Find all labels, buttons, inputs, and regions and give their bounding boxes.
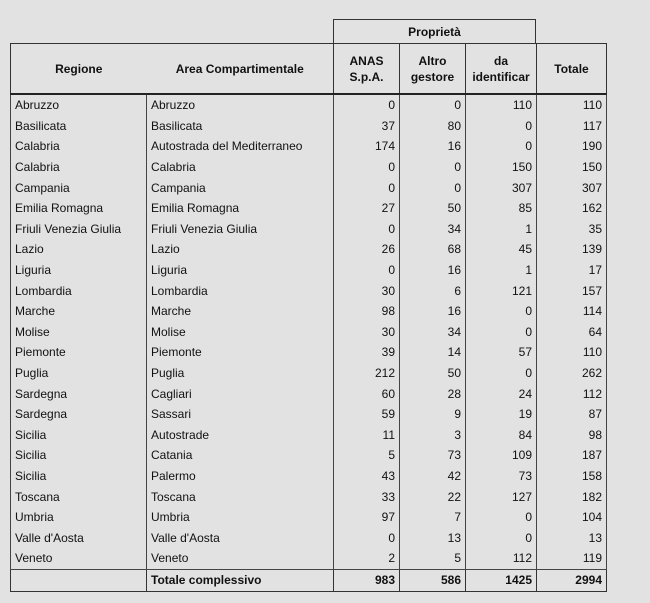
cell-totale: 262 bbox=[537, 363, 607, 384]
cell-anas: 43 bbox=[334, 466, 400, 487]
cell-da-identificar: 1 bbox=[466, 219, 537, 240]
cell-area: Marche bbox=[147, 301, 334, 322]
cell-area: Molise bbox=[147, 322, 334, 343]
cell-anas: 0 bbox=[334, 260, 400, 281]
cell-altro-gestore: 0 bbox=[400, 157, 466, 178]
cell-altro-gestore: 16 bbox=[400, 260, 466, 281]
cell-totale: 139 bbox=[537, 239, 607, 260]
cell-altro-gestore: 50 bbox=[400, 363, 466, 384]
cell-regione: Sicilia bbox=[11, 466, 147, 487]
cell-anas: 26 bbox=[334, 239, 400, 260]
cell-area: Lazio bbox=[147, 239, 334, 260]
cell-area: Calabria bbox=[147, 157, 334, 178]
cell-area: Umbria bbox=[147, 507, 334, 528]
cell-area: Emilia Romagna bbox=[147, 198, 334, 219]
cell-anas: 37 bbox=[334, 116, 400, 137]
table-row bbox=[11, 239, 607, 260]
cell-da-identificar: 0 bbox=[466, 507, 537, 528]
cell-regione: Liguria bbox=[11, 260, 147, 281]
cell-regione: Lazio bbox=[11, 239, 147, 260]
cell-altro-gestore: 68 bbox=[400, 239, 466, 260]
cell-anas: 0 bbox=[334, 177, 400, 198]
cell-da-identificar: 24 bbox=[466, 383, 537, 404]
cell-totale: 112 bbox=[537, 383, 607, 404]
cell-da-identificar: 109 bbox=[466, 445, 537, 466]
col-header-totale: Totale bbox=[537, 44, 607, 95]
cell-totale: 13 bbox=[537, 527, 607, 548]
cell-totale: 17 bbox=[537, 260, 607, 281]
table-row bbox=[11, 157, 607, 178]
cell-anas: 0 bbox=[334, 94, 400, 116]
table-row bbox=[11, 425, 607, 446]
cell-anas: 5 bbox=[334, 445, 400, 466]
cell-totale: 187 bbox=[537, 445, 607, 466]
cell-altro-gestore: 50 bbox=[400, 198, 466, 219]
cell-altro-gestore: 6 bbox=[400, 280, 466, 301]
cell-regione: Friuli Venezia Giulia bbox=[11, 219, 147, 240]
total-da-identificar: 1425 bbox=[466, 569, 537, 591]
cell-area: Autostrade bbox=[147, 425, 334, 446]
cell-da-identificar: 1 bbox=[466, 260, 537, 281]
cell-da-identificar: 0 bbox=[466, 116, 537, 137]
table-row bbox=[11, 466, 607, 487]
cell-anas: 60 bbox=[334, 383, 400, 404]
cell-altro-gestore: 34 bbox=[400, 219, 466, 240]
cell-regione: Veneto bbox=[11, 548, 147, 569]
cell-totale: 157 bbox=[537, 280, 607, 301]
cell-da-identificar: 0 bbox=[466, 322, 537, 343]
cell-area: Autostrada del Mediterraneo bbox=[147, 136, 334, 157]
cell-regione: Lombardia bbox=[11, 280, 147, 301]
total-blank-cell bbox=[11, 569, 147, 591]
cell-regione: Campania bbox=[11, 177, 147, 198]
total-row bbox=[11, 569, 607, 591]
cell-da-identificar: 127 bbox=[466, 486, 537, 507]
cell-area: Toscana bbox=[147, 486, 334, 507]
cell-altro-gestore: 0 bbox=[400, 177, 466, 198]
table-row bbox=[11, 527, 607, 548]
cell-totale: 150 bbox=[537, 157, 607, 178]
total-anas: 983 bbox=[334, 569, 400, 591]
cell-area: Valle d'Aosta bbox=[147, 527, 334, 548]
cell-area: Basilicata bbox=[147, 116, 334, 137]
table-row bbox=[11, 136, 607, 157]
cell-anas: 33 bbox=[334, 486, 400, 507]
table-row bbox=[11, 342, 607, 363]
cell-altro-gestore: 7 bbox=[400, 507, 466, 528]
cell-totale: 190 bbox=[537, 136, 607, 157]
table-row bbox=[11, 301, 607, 322]
cell-totale: 104 bbox=[537, 507, 607, 528]
cell-da-identificar: 110 bbox=[466, 94, 537, 116]
cell-altro-gestore: 28 bbox=[400, 383, 466, 404]
cell-anas: 174 bbox=[334, 136, 400, 157]
cell-altro-gestore: 0 bbox=[400, 94, 466, 116]
cell-regione: Basilicata bbox=[11, 116, 147, 137]
cell-da-identificar: 0 bbox=[466, 301, 537, 322]
cell-totale: 182 bbox=[537, 486, 607, 507]
proprieta-group-header: Proprietà bbox=[333, 19, 536, 43]
table-row bbox=[11, 219, 607, 240]
cell-altro-gestore: 14 bbox=[400, 342, 466, 363]
table-row bbox=[11, 404, 607, 425]
cell-regione: Valle d'Aosta bbox=[11, 527, 147, 548]
table-row bbox=[11, 116, 607, 137]
cell-area: Catania bbox=[147, 445, 334, 466]
cell-anas: 30 bbox=[334, 280, 400, 301]
cell-regione: Piemonte bbox=[11, 342, 147, 363]
cell-altro-gestore: 34 bbox=[400, 322, 466, 343]
cell-regione: Marche bbox=[11, 301, 147, 322]
cell-regione: Umbria bbox=[11, 507, 147, 528]
cell-area: Abruzzo bbox=[147, 94, 334, 116]
cell-regione: Abruzzo bbox=[11, 94, 147, 116]
total-altro-gestore: 586 bbox=[400, 569, 466, 591]
cell-area: Veneto bbox=[147, 548, 334, 569]
cell-area: Puglia bbox=[147, 363, 334, 384]
cell-da-identificar: 85 bbox=[466, 198, 537, 219]
cell-regione: Calabria bbox=[11, 157, 147, 178]
col-header-area: Area Compartimentale bbox=[147, 44, 334, 95]
cell-da-identificar: 45 bbox=[466, 239, 537, 260]
cell-altro-gestore: 80 bbox=[400, 116, 466, 137]
cell-regione: Molise bbox=[11, 322, 147, 343]
cell-totale: 64 bbox=[537, 322, 607, 343]
table-row bbox=[11, 363, 607, 384]
cell-altro-gestore: 42 bbox=[400, 466, 466, 487]
table-row bbox=[11, 198, 607, 219]
table-row bbox=[11, 280, 607, 301]
cell-altro-gestore: 22 bbox=[400, 486, 466, 507]
data-table bbox=[10, 43, 607, 592]
cell-da-identificar: 19 bbox=[466, 404, 537, 425]
header-row bbox=[11, 44, 607, 95]
cell-anas: 2 bbox=[334, 548, 400, 569]
cell-anas: 11 bbox=[334, 425, 400, 446]
col-header-regione: Regione bbox=[11, 44, 147, 95]
cell-regione: Emilia Romagna bbox=[11, 198, 147, 219]
cell-da-identificar: 150 bbox=[466, 157, 537, 178]
cell-altro-gestore: 3 bbox=[400, 425, 466, 446]
table-row bbox=[11, 383, 607, 404]
cell-area: Palermo bbox=[147, 466, 334, 487]
cell-totale: 87 bbox=[537, 404, 607, 425]
table-row bbox=[11, 177, 607, 198]
cell-area: Liguria bbox=[147, 260, 334, 281]
table-row bbox=[11, 94, 607, 116]
cell-da-identificar: 121 bbox=[466, 280, 537, 301]
col-header-da-identificar: da identificar bbox=[466, 44, 537, 95]
cell-totale: 119 bbox=[537, 548, 607, 569]
cell-altro-gestore: 16 bbox=[400, 136, 466, 157]
cell-da-identificar: 57 bbox=[466, 342, 537, 363]
cell-totale: 117 bbox=[537, 116, 607, 137]
cell-anas: 0 bbox=[334, 219, 400, 240]
cell-totale: 307 bbox=[537, 177, 607, 198]
cell-da-identificar: 84 bbox=[466, 425, 537, 446]
cell-da-identificar: 0 bbox=[466, 363, 537, 384]
cell-regione: Sicilia bbox=[11, 445, 147, 466]
cell-anas: 98 bbox=[334, 301, 400, 322]
cell-altro-gestore: 13 bbox=[400, 527, 466, 548]
cell-regione: Sardegna bbox=[11, 404, 147, 425]
table-row bbox=[11, 548, 607, 569]
cell-da-identificar: 112 bbox=[466, 548, 537, 569]
col-header-anas: ANAS S.p.A. bbox=[334, 44, 400, 95]
cell-totale: 158 bbox=[537, 466, 607, 487]
cell-anas: 212 bbox=[334, 363, 400, 384]
cell-totale: 35 bbox=[537, 219, 607, 240]
col-header-altro-gestore: Altro gestore bbox=[400, 44, 466, 95]
cell-anas: 39 bbox=[334, 342, 400, 363]
cell-regione: Puglia bbox=[11, 363, 147, 384]
table-row bbox=[11, 486, 607, 507]
cell-area: Campania bbox=[147, 177, 334, 198]
cell-altro-gestore: 73 bbox=[400, 445, 466, 466]
cell-regione: Toscana bbox=[11, 486, 147, 507]
cell-totale: 114 bbox=[537, 301, 607, 322]
cell-area: Sassari bbox=[147, 404, 334, 425]
cell-totale: 110 bbox=[537, 94, 607, 116]
cell-area: Lombardia bbox=[147, 280, 334, 301]
cell-anas: 0 bbox=[334, 157, 400, 178]
cell-da-identificar: 307 bbox=[466, 177, 537, 198]
table-row bbox=[11, 445, 607, 466]
total-totale: 2994 bbox=[537, 569, 607, 591]
cell-da-identificar: 73 bbox=[466, 466, 537, 487]
cell-area: Friuli Venezia Giulia bbox=[147, 219, 334, 240]
cell-anas: 59 bbox=[334, 404, 400, 425]
cell-da-identificar: 0 bbox=[466, 527, 537, 548]
cell-regione: Calabria bbox=[11, 136, 147, 157]
cell-da-identificar: 0 bbox=[466, 136, 537, 157]
cell-anas: 0 bbox=[334, 527, 400, 548]
cell-anas: 27 bbox=[334, 198, 400, 219]
cell-anas: 97 bbox=[334, 507, 400, 528]
cell-altro-gestore: 16 bbox=[400, 301, 466, 322]
cell-regione: Sardegna bbox=[11, 383, 147, 404]
table-row bbox=[11, 260, 607, 281]
cell-regione: Sicilia bbox=[11, 425, 147, 446]
table-row bbox=[11, 322, 607, 343]
cell-totale: 110 bbox=[537, 342, 607, 363]
cell-totale: 98 bbox=[537, 425, 607, 446]
cell-area: Piemonte bbox=[147, 342, 334, 363]
cell-area: Cagliari bbox=[147, 383, 334, 404]
table-row bbox=[11, 507, 607, 528]
cell-totale: 162 bbox=[537, 198, 607, 219]
total-label: Totale complessivo bbox=[147, 569, 334, 591]
cell-altro-gestore: 5 bbox=[400, 548, 466, 569]
cell-altro-gestore: 9 bbox=[400, 404, 466, 425]
cell-anas: 30 bbox=[334, 322, 400, 343]
